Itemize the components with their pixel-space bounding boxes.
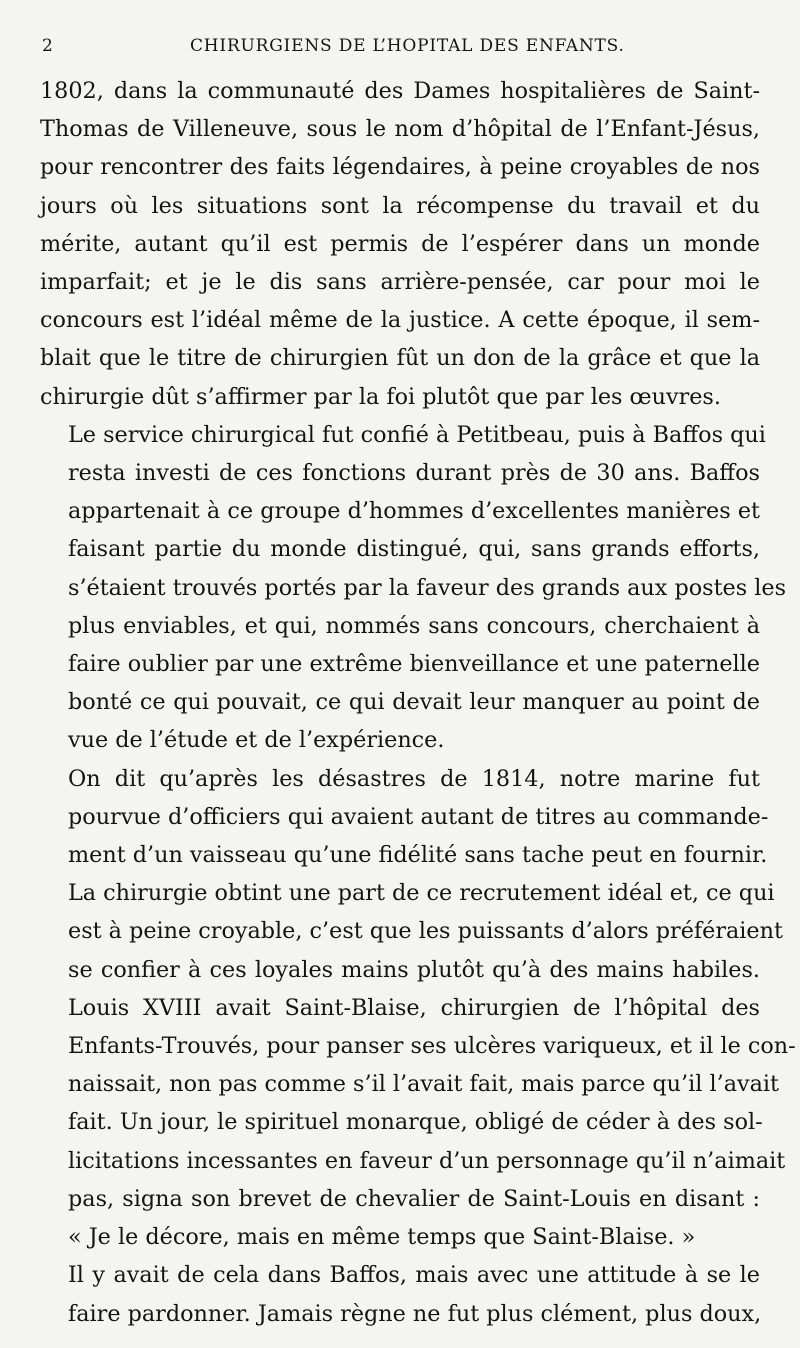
text-line: fait. Un jour, le spirituel monarque, obligé de céder à des sol- [68,1109,763,1136]
text-line: s’étaient trouvés portés par la faveur des grands aux postes les [68,574,787,601]
paragraph [40,1256,760,1332]
text-line: plus enviables, et qui, nommés sans concours, cherchaient à [68,612,760,639]
text-line: resta investi de ces fonctions durant près de 30 ans. Baffos [68,460,760,487]
text-line: faisant partie du monde distingué, qui, sans grands efforts, [68,536,760,563]
text-line: licitations incessantes en faveur d’un personnage qu’il n’aimait [68,1147,786,1174]
text-line: faire oublier par une extrême bienveillance et une paternelle [68,651,760,678]
paragraph [40,760,796,1257]
text-line: « Je le décore, mais en même temps que Saint-Blaise. » [68,1224,696,1251]
text-line: concours est l’idéal même de la justice. A cette époque, il sem- [40,307,760,334]
text-line: mérite, autant qu’il est permis de l’espérer dans un monde [40,230,760,257]
text-line: vue de l’étude et de l’expérience. [68,727,445,754]
text-line: faire pardonner. Jamais règne ne fut plus clément, plus doux, [68,1300,762,1327]
text-line: chirurgie dût s’affirmer par la foi plutôt que par les œuvres. [40,383,721,410]
text-line: se confier à ces loyales mains plutôt qu’à des mains habiles. [68,956,760,983]
page-number: 2 [42,36,54,56]
running-title: CHIRURGIENS DE L’HOPITAL DES ENFANTS. [190,36,625,56]
text-line: pas, signa son brevet de chevalier de Saint-Louis en disant : [68,1185,760,1212]
text-line: appartenait à ce groupe d’hommes d’excellentes manières et [68,498,760,525]
text-line: imparfait; et je le dis sans arrière-pensée, car pour moi le [40,269,760,296]
text-line: Le service chirurgical fut confié à Petitbeau, puis à Baffos qui [68,421,766,448]
text-line: Thomas de Villeneuve, sous le nom d’hôpital de l’Enfant-Jésus, [40,116,760,143]
running-head [40,28,760,72]
text-line: La chirurgie obtint une part de ce recrutement idéal et, ce qui [68,880,775,907]
text-line: Louis XVIII avait Saint-Blaise, chirurgien de l’hôpital des [68,994,760,1021]
text-line: pourvue d’officiers qui avaient autant de titres au commande- [68,803,769,830]
text-line: bonté ce qui pouvait, ce qui devait leur manquer au point de [68,689,760,716]
text-line: est à peine croyable, c’est que les puissants d’alors préféraient [68,918,783,945]
paragraph [40,416,787,760]
text-line: blait que le titre de chirurgien fût un don de la grâce et que la [40,345,760,372]
text-line: pour rencontrer des faits légendaires, à peine croyables de nos [40,154,760,181]
text-line: jours où les situations sont la récompense du travail et du [40,192,760,219]
text-line: On dit qu’après les désastres de 1814, notre marine fut [68,765,760,792]
body-text [40,72,796,1333]
text-line: Il y avait de cela dans Baffos, mais avec une attitude à se le [68,1262,760,1289]
text-line: Enfants-Trouvés, pour panser ses ulcères variqueux, et il le con- [68,1033,796,1060]
text-line: naissait, non pas comme s’il l’avait fait, mais parce qu’il l’avait [68,1071,779,1098]
paragraph [40,72,760,416]
text-line: 1802, dans la communauté des Dames hospitalières de Saint- [40,78,760,104]
text-line: ment d’un vaisseau qu’une fidélité sans tache peut en fournir. [68,842,768,869]
